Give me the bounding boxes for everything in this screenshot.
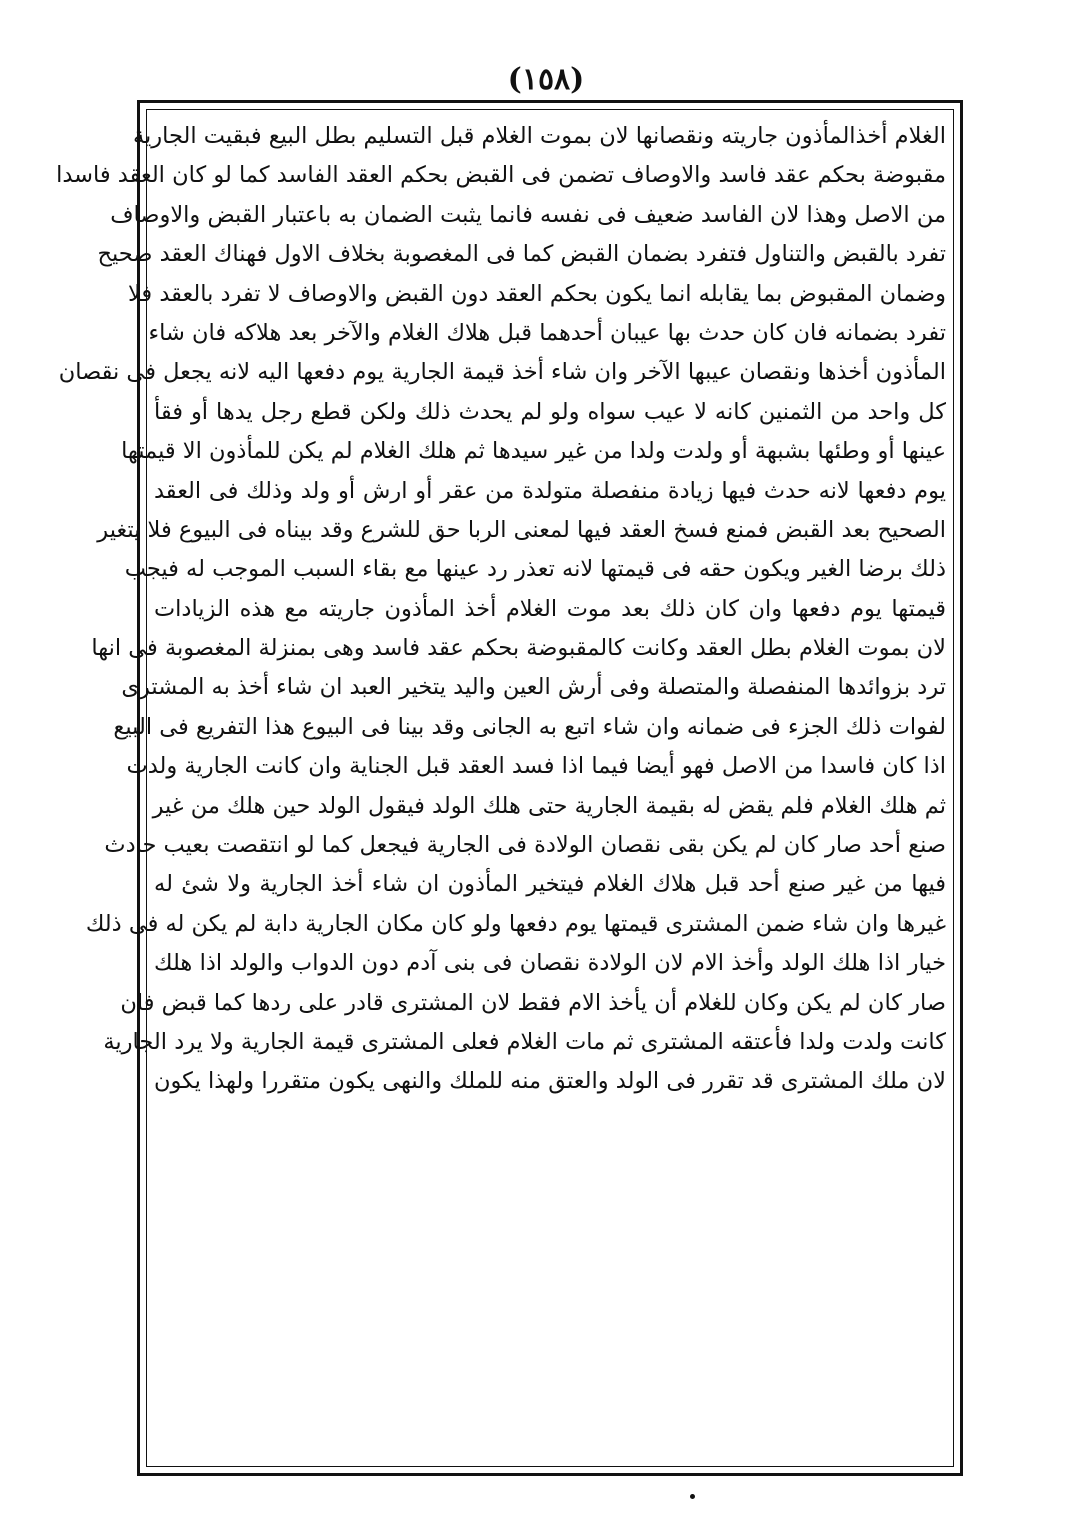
text-line: قيمتها يوم دفعها وان كان ذلك بعد موت الغلام أخذ المأذون جاريته مع هذه الزيادات <box>154 595 946 622</box>
text-line: كل واحد من الثمنين كانه لا عيب سواه ولو لم يحدث ذلك ولكن قطع رجل يدها أو فقأ <box>154 398 946 425</box>
body-text <box>56 117 946 1459</box>
text-line: لان بموت الغلام بطل العقد وكانت كالمقبوضة بحكم عقد فاسد وهى بمنزلة المغصوبة فى انها <box>91 635 946 662</box>
text-line: غيرها وان شاء ضمن المشترى قيمتها يوم دفعها ولو كان مكان الجارية دابة لم يكن له فى ذلك <box>85 910 946 937</box>
text-line: وضمان المقبوض بما يقابله انما يكون بحكم العقد دون القبض والاوصاف لا تفرد بالعقد فلا <box>127 280 946 307</box>
text-line: المأذون أخذها ونقصان عيبها الآخر وان شاء أخذ قيمة الجارية يوم دفعها اليه لانه يجعل فى نقصان <box>58 359 946 386</box>
text-line: ثم هلك الغلام فلم يقض له بقيمة الجارية حتى هلك الولد فيقول الولد حين هلك من غير <box>152 792 946 819</box>
text-line: كانت ولدت ولدا فأعتقه المشترى ثم مات الغلام فعلى المشترى قيمة الجارية ولا يرد الجارية <box>103 1028 946 1055</box>
text-line: تفرد بضمانه فان كان حدث بها عيبان أحدهما قبل هلاك الغلام والآخر بعد هلاكه فان شاء <box>148 319 946 346</box>
text-line: عينها أو وطئها بشبهة أو ولدت ولدا من غير سيدها ثم هلك الغلام لم يكن للمأذون الا قيمتها <box>121 438 946 465</box>
text-line: لفوات ذلك الجزء فى ضمانه وان شاء اتبع به الجانى وقد بينا فى البيوع هذا التفريع فى البيع <box>113 713 946 740</box>
text-line: اذا كان فاسدا من الاصل فهو أيضا فيما اذا فسد العقد قبل الجناية وان كانت الجارية ولدت <box>126 753 946 780</box>
text-line: من الاصل وهذا لان الفاسد ضعيف فى نفسه فانما يثبت الضمان به باعتبار القبض والاوصاف <box>110 201 946 228</box>
text-line: لان ملك المشترى قد تقرر فى الولد والعتق منه للملك والنهى يكون متقررا ولهذا يكون <box>154 1068 946 1095</box>
text-line: فيها من غير صنع أحد قبل هلاك الغلام فيتخير المأذون ان شاء أخذ الجارية ولا شئ له <box>154 871 946 898</box>
text-line: ترد بزوائدها المنفصلة والمتصلة وفى أرش العين واليد يتخير العبد ان شاء أخذ به المشترى <box>121 674 946 701</box>
page-frame <box>56 100 963 1476</box>
footer-ink-dot <box>690 1494 695 1499</box>
text-line: الصحيح بعد القبض فمنع فسخ العقد فيها لمعنى الربا حق للشرع وقد بيناه فى البيوع فلا يتغير <box>97 516 946 543</box>
text-line: صار كان لم يكن وكان للغلام أن يأخذ الام فقط لان المشترى قادر على ردها كما قبض فان <box>120 989 946 1016</box>
text-line: مقبوضة بحكم عقد فاسد والاوصاف تضمن فى القبض بحكم العقد الفاسد كما لو كان العقد فاسدا <box>56 162 946 189</box>
page-number: (١٥٨) <box>507 62 585 97</box>
text-line: صنع أحد صار كان لم يكن بقى نقصان الولادة فى الجارية فيجعل كما لو انتقصت بعيب حادث <box>104 832 946 859</box>
text-line: يوم دفعها لانه حدث فيها زيادة منفصلة متولدة من عقر أو ارش أو ولد وذلك فى العقد <box>154 477 946 504</box>
text-line: خيار اذا هلك الولد وأخذ الام لان الولادة نقصان فى بنى آدم دون الدواب والولد اذا هلك <box>154 950 946 977</box>
text-line: الغلام أخذالمأذون جاريته ونقصانها لان بموت الغلام قبل التسليم بطل البيع فبقيت الجارية <box>132 123 946 149</box>
text-line: تفرد بالقبض والتناول فتفرد بضمان القبض كما فى المغصوبة بخلاف الاول فهناك العقد صحيح <box>97 241 946 268</box>
text-line: ذلك برضا الغير ويكون حقه فى قيمتها لانه تعذر رد عينها مع بقاء السبب الموجب له فيجب <box>124 556 946 583</box>
